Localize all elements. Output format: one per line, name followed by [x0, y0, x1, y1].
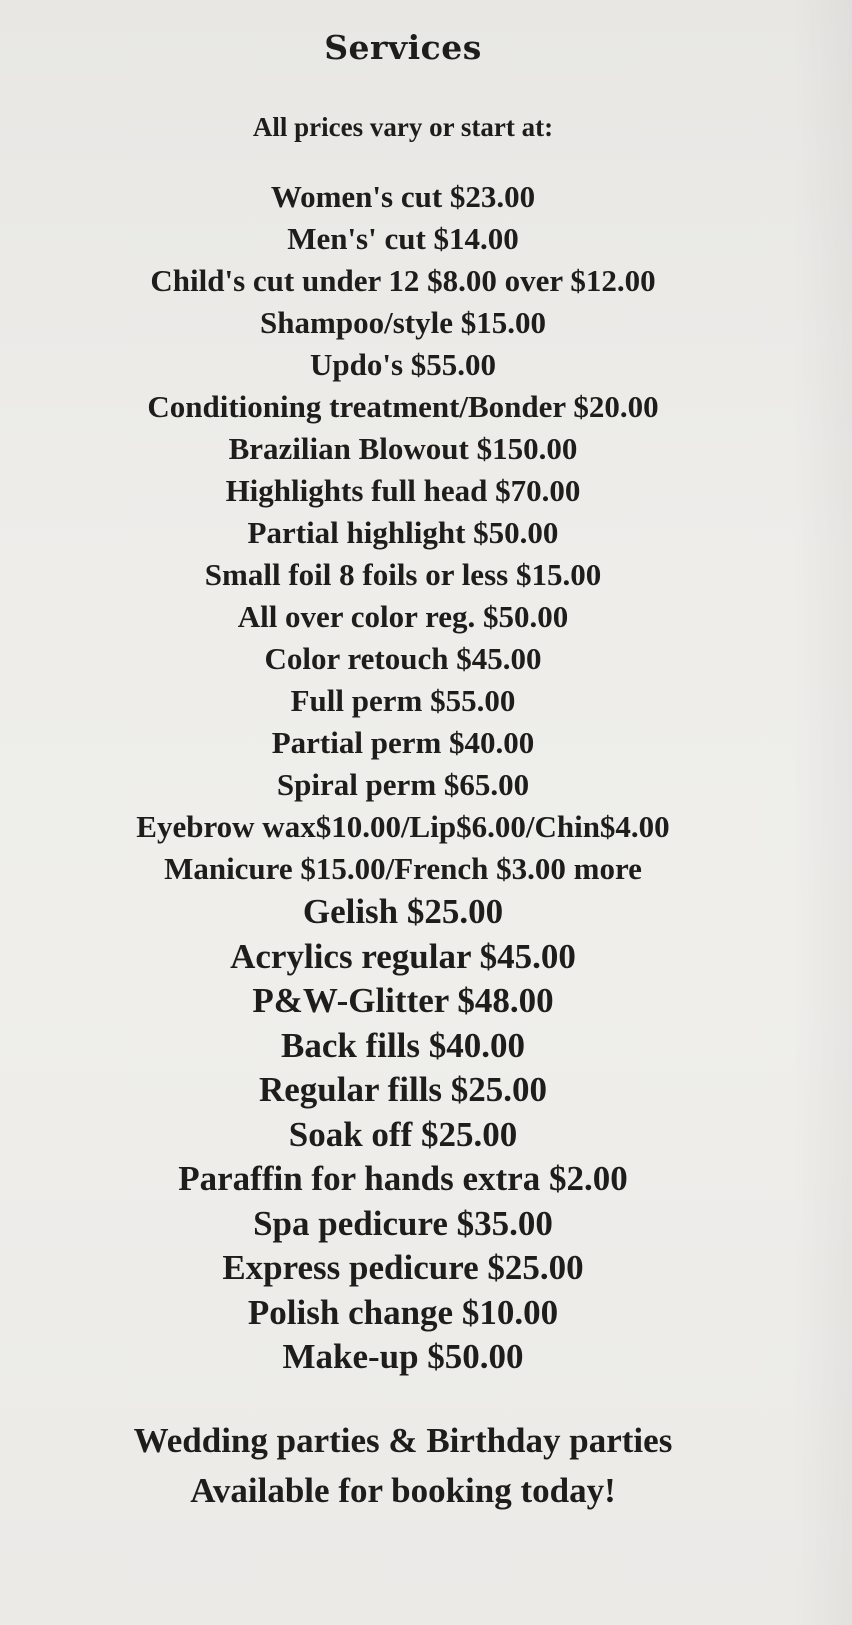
service-item: Full perm $55.00 — [290, 683, 516, 718]
menu-subtitle: All prices vary or start at: — [252, 112, 554, 142]
service-item: Eyebrow wax$10.00/Lip$6.00/Chin$4.00 — [136, 809, 670, 844]
footer-parties-line: Wedding parties & Birthday parties — [133, 1421, 673, 1460]
service-item: Shampoo/style $15.00 — [260, 305, 546, 340]
service-item: Color retouch $45.00 — [264, 641, 542, 676]
footer-booking-line: Available for booking today! — [190, 1471, 616, 1510]
service-item: Conditioning treatment/Bonder $20.00 — [147, 389, 659, 424]
service-item: Paraffin for hands extra $2.00 — [178, 1159, 628, 1198]
service-item: Express pedicure $25.00 — [222, 1248, 584, 1287]
service-item: Soak off $25.00 — [288, 1114, 518, 1154]
service-item: Polish change $10.00 — [247, 1292, 559, 1332]
service-item: Regular fills $25.00 — [258, 1070, 548, 1109]
menu-title: Services — [324, 28, 482, 67]
service-item: Make-up $50.00 — [282, 1337, 524, 1376]
service-item: Partial perm $40.00 — [271, 725, 535, 760]
service-item: Brazilian Blowout $150.00 — [228, 431, 578, 466]
service-item: Highlights full head $70.00 — [225, 473, 581, 508]
service-item: All over color reg. $50.00 — [237, 599, 569, 634]
service-item: Spiral perm $65.00 — [276, 767, 530, 802]
service-item: Updo's $55.00 — [309, 347, 497, 382]
services-list — [0, 176, 806, 1380]
service-item: Acrylics regular $45.00 — [230, 936, 576, 976]
service-item: Partial highlight $50.00 — [247, 515, 559, 550]
service-item: Gelish $25.00 — [302, 892, 504, 931]
service-item: Men's' cut $14.00 — [287, 221, 519, 256]
service-item: Spa pedicure $35.00 — [253, 1203, 553, 1243]
service-item: Back fills $40.00 — [280, 1025, 526, 1065]
service-item: Small foil 8 foils or less $15.00 — [204, 557, 602, 592]
service-item: Women's cut $23.00 — [270, 179, 536, 214]
service-item: Manicure $15.00/French $3.00 more — [164, 851, 642, 886]
service-item: P&W-Glitter $48.00 — [252, 981, 554, 1020]
service-item: Child's cut under 12 $8.00 over $12.00 — [150, 263, 656, 298]
